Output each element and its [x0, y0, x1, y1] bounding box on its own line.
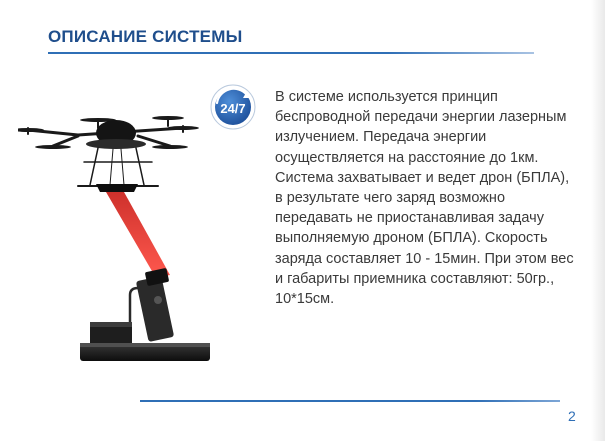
clock-24-7-icon	[209, 83, 257, 131]
slide-title: ОПИСАНИЕ СИСТЕМЫ	[48, 27, 243, 46]
laser-beam	[106, 192, 170, 278]
drone-laser-illustration	[18, 100, 223, 375]
drone	[18, 116, 199, 192]
badge-text: 24/7	[220, 101, 246, 116]
title-underline	[48, 52, 534, 54]
laser-emitter	[80, 268, 210, 361]
slide-edge-shade	[591, 0, 605, 441]
system-description: В системе используется принцип беспроводной передачи энергии лазерным излучением. Передача энергии осуществляется на расстояние до 1км. Система захватывает и ведет дрон (БПЛА), в результате чего заряд возможно передавать не приостанавливая задачу выполняемую дроном (БПЛА). Скорость заряда составляет 10 - 15мин. При этом вес и габариты приемника составляют: 50гр., 10*15см.	[275, 89, 574, 308]
page-number: 2	[568, 408, 576, 424]
footer-rule	[140, 400, 560, 402]
